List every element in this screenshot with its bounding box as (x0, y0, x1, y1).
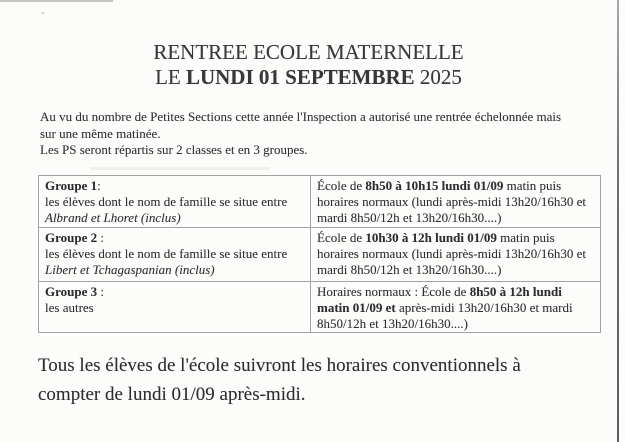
title-line-2-date: LUNDI 01 SEPTEMBRE (185, 65, 415, 89)
footer-paragraph (38, 351, 608, 409)
group-cell (39, 176, 311, 227)
footer-line-1: Tous les élèves de l'école suivront les horaires conventionnels à (38, 355, 521, 376)
group-description: les élèves dont le nom de famille se situe entre (45, 246, 288, 261)
document-title (0, 40, 617, 90)
schedule-hours: 10h30 à 12h lundi 01/09 (365, 230, 497, 245)
footer-line-2: compter de lundi 01/09 après-midi. (38, 384, 306, 405)
schedule-hours: 8h50 à 12h lundi matin 01/09 et (317, 284, 562, 315)
group-label-line (45, 284, 307, 300)
group-description: les élèves dont le nom de famille se situe entre (45, 194, 288, 209)
group-name-range: Libert et Tchagaspanian (inclus) (45, 262, 215, 277)
group-label: Groupe 1 (45, 178, 98, 193)
schedule-suffix: matin puis horaires normaux (lundi après-midi 13h20/16h30 et mardi 8h50/12h et 13h20/16h30....) (317, 230, 586, 277)
schedule-cell (311, 176, 600, 227)
group-name-range: Albrand et Lhoret (inclus) (45, 210, 181, 225)
title-line-1: RENTREE ECOLE MATERNELLE (153, 40, 464, 64)
group-label-line (45, 178, 307, 194)
schedule-prefix: École de (317, 178, 366, 193)
group-label: Groupe 2 (45, 230, 98, 245)
group-colon: : (97, 178, 101, 193)
scan-artifact-smudge (90, 167, 270, 170)
schedule-prefix: Horaires normaux : École de (317, 284, 470, 299)
schedule-cell (311, 228, 600, 281)
scan-artifact-right-edge (617, 0, 619, 442)
title-line-2-year: 2025 (414, 65, 462, 89)
schedule-text (317, 230, 586, 277)
group-description: les autres (45, 300, 94, 315)
table-row-groupe-2 (39, 227, 600, 281)
title-line-2 (0, 65, 617, 90)
group-label: Groupe 3 (45, 284, 98, 299)
schedule-cell (311, 282, 600, 332)
intro-line-3: Les PS seront répartis sur 2 classes et en 3 groupes. (40, 142, 308, 157)
schedule-hours: 8h50 à 10h15 lundi 01/09 (365, 178, 504, 193)
schedule-text (317, 178, 586, 225)
intro-line-2: sur une même matinée. (40, 125, 161, 141)
intro-paragraph (40, 109, 605, 159)
intro-line-1: Au vu du nombre de Petites Sections cette année l'Inspection a autorisé une rentrée échelonnée mais (40, 109, 562, 124)
groups-schedule-table (38, 175, 601, 333)
group-colon: : (97, 284, 105, 299)
group-cell (39, 228, 311, 281)
schedule-text (317, 284, 573, 331)
schedule-suffix: après-midi 13h20/16h30 et mardi 8h50/12h et 13h20/16h30....) (317, 300, 573, 331)
table-row-groupe-3 (39, 281, 600, 332)
scan-artifact-top-line (0, 0, 113, 2)
group-label-line (45, 230, 307, 246)
group-colon: : (97, 230, 105, 245)
schedule-suffix: matin puis horaires normaux (lundi après-midi 13h20/16h30 et mardi 8h50/12h et 13h20/16h30....) (317, 178, 586, 225)
table-row-groupe-1 (39, 176, 600, 227)
group-cell (39, 282, 311, 332)
title-line-2-prefix: LE (155, 65, 186, 89)
scan-artifact-speck (41, 12, 45, 14)
schedule-prefix: École de (317, 230, 366, 245)
